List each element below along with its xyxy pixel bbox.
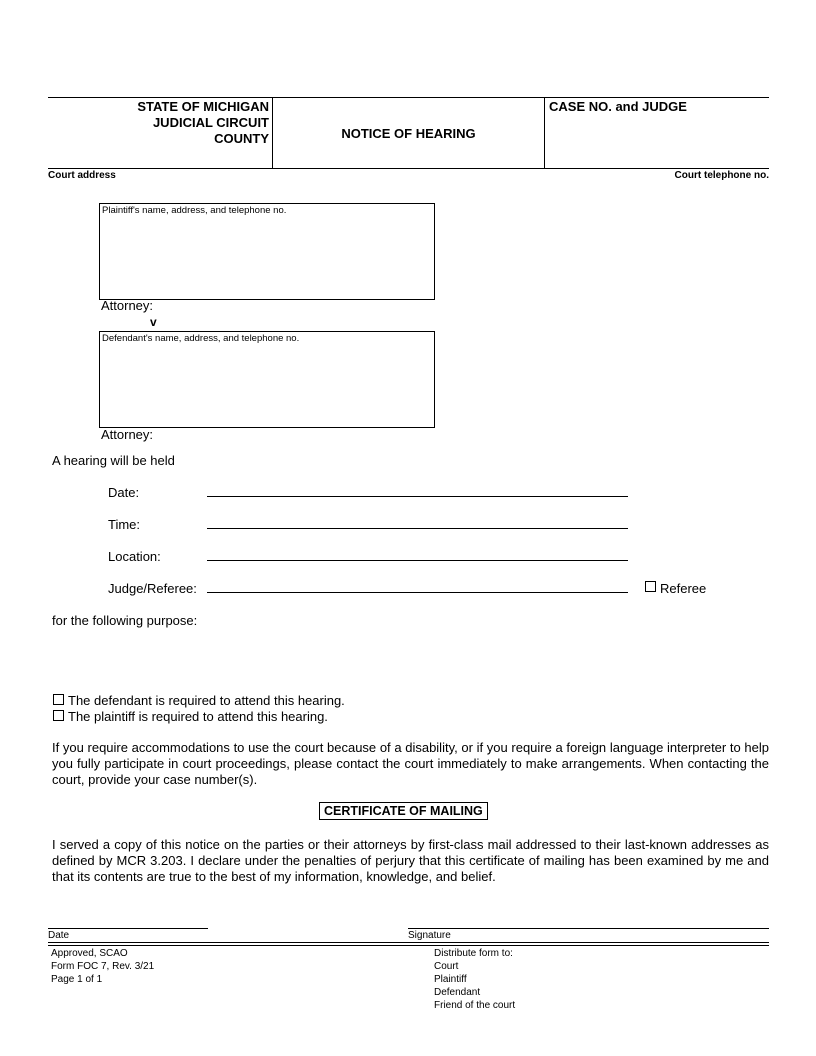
location-label: Location:: [108, 549, 161, 564]
state-name: STATE OF MICHIGAN: [137, 99, 269, 114]
footer-approved: Approved, SCAO: [51, 948, 128, 959]
signature-line[interactable]: [408, 928, 769, 929]
judicial-circuit-label: JUDICIAL CIRCUIT: [152, 115, 269, 130]
distribute-title: Distribute form to:: [434, 948, 513, 959]
header-top-border: [48, 97, 769, 98]
footer-page: Page 1 of 1: [51, 974, 103, 985]
signature-date-label: Date: [48, 930, 70, 941]
time-field[interactable]: [207, 528, 628, 529]
judge-referee-field[interactable]: [207, 592, 628, 593]
date-field[interactable]: [207, 496, 628, 497]
header-divider-right: [544, 97, 545, 169]
plaintiff-box[interactable]: [99, 203, 435, 300]
location-field[interactable]: [207, 560, 628, 561]
court-address-label: Court address: [48, 170, 116, 181]
date-label: Date:: [108, 485, 140, 500]
plaintiff-attorney-label: Attorney:: [101, 298, 154, 313]
footer-rule-top: [48, 942, 769, 943]
accommodations-notice: If you require accommodations to use the court because of a disability, or if you require a foreign language interpreter to help you fully participate in court proceedings, please contact the court immediately to make arrangements. When contacting the court, provide your case number(s).: [52, 740, 769, 787]
header-bottom-border: [48, 168, 769, 169]
case-number-label: CASE NO. and JUDGE: [549, 99, 687, 114]
defendant-attorney-label: Attorney:: [101, 427, 154, 442]
hearing-intro: A hearing will be held: [52, 453, 175, 468]
footer-rule-bottom: [48, 945, 769, 946]
distribute-defendant: Defendant: [434, 987, 481, 998]
form-title: NOTICE OF HEARING: [341, 126, 476, 141]
distribute-plaintiff: Plaintiff: [434, 974, 467, 985]
referee-checkbox[interactable]: [645, 581, 656, 592]
purpose-label: for the following purpose:: [52, 613, 198, 628]
judge-referee-label: Judge/Referee:: [108, 581, 197, 596]
distribute-friend-of-court: Friend of the court: [434, 1000, 516, 1011]
signature-label: Signature: [408, 930, 451, 941]
versus-label: v: [150, 315, 157, 329]
defendant-attend-label: The defendant is required to attend this hearing.: [68, 693, 345, 708]
referee-label: Referee: [660, 581, 707, 596]
defendant-box-label: Defendant's name, address, and telephone no.: [102, 333, 300, 344]
plaintiff-attend-label: The plaintiff is required to attend this hearing.: [68, 709, 328, 724]
footer-form-number: Form FOC 7, Rev. 3/21: [51, 961, 155, 972]
time-label: Time:: [108, 517, 141, 532]
defendant-attend-checkbox[interactable]: [53, 694, 64, 705]
distribute-court: Court: [434, 961, 459, 972]
certificate-text: I served a copy of this notice on the parties or their attorneys by first-class mail addressed to their last-known addresses as defined by MCR 3.203. I declare under the penalties of perjury that this certificate of mailing has been examined by me and that its contents are true to the best of my information, knowledge, and belief.: [52, 837, 769, 884]
plaintiff-box-label: Plaintiff's name, address, and telephone no.: [102, 205, 287, 216]
defendant-box[interactable]: [99, 331, 435, 428]
date-signature-line[interactable]: [48, 928, 208, 929]
plaintiff-attend-checkbox[interactable]: [53, 710, 64, 721]
court-telephone-label: Court telephone no.: [674, 170, 769, 181]
county-label: COUNTY: [214, 131, 269, 146]
certificate-title: CERTIFICATE OF MAILING: [319, 802, 488, 820]
